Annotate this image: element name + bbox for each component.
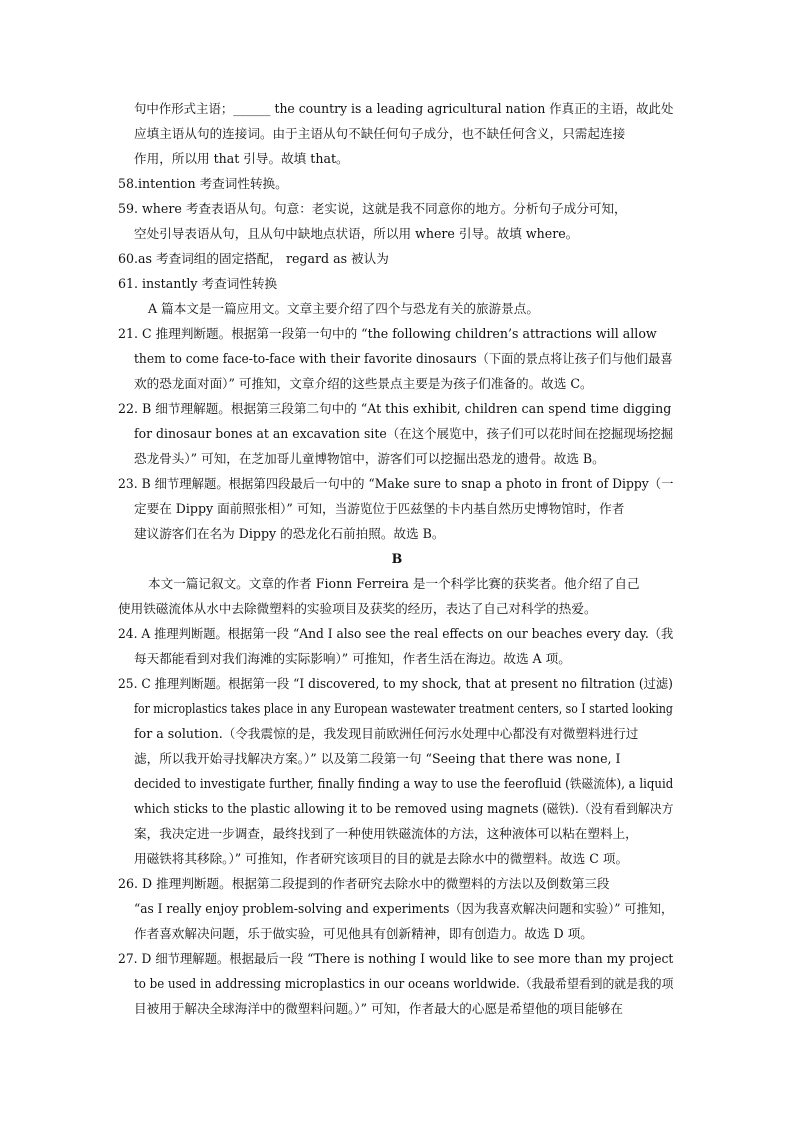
text-line: 23. B 细节理解题。根据第四段最后一句中的 “Make sure to snap a photo in front of Dippy（一 [118, 476, 674, 491]
text-line: 案，我决定进一步调查，最终找到了一种使用铁磁流体的方法，这种液体可以粘在塑料上， [134, 826, 638, 841]
text-line: 作用，所以用 that 引导。故填 that。 [134, 151, 349, 166]
text-line: 作者喜欢解决问题，乐于做实验，可见他具有创新精神，即有创造力。故选 D 项。 [134, 926, 593, 941]
text-line: 恐龙骨头）” 可知，在芝加哥儿童博物馆中，游客们可以挖掘出恐龙的遗骨。故选 B。 [134, 451, 605, 466]
text-line: for dinosaur bones at an excavation site（在这个展览中，孩子们可以花时间在挖掘现场挖掘 [134, 426, 674, 441]
text-line: 欢的恐龙面对面）” 可推知，文章介绍的这些景点主要是为孩子们准备的。故选 C。 [134, 376, 593, 391]
text-line: for a solution.（令我震惊的是，我发现目前欧洲任何污水处理中心都没有对微塑料进行过 [134, 726, 639, 741]
section-intro: 本文一篇记叙文。文章的作者 Fionn Ferreira 是一个科学比赛的获奖者。他介绍了自己 [148, 576, 640, 591]
text-line: 27. D 细节理解题。根据最后一段 “There is nothing I would like to see more than my project [118, 951, 674, 966]
text-line: which sticks to the plastic allowing it to be removed using magnets (磁铁).（没有看到解决方 [134, 801, 674, 816]
text-line: 应填主语从句的连接词。由于主语从句不缺任何句子成分，也不缺任何含义，只需起连接 [134, 126, 626, 141]
text-line: 用磁铁将其移除。）” 可推知，作者研究该项目的目的就是去除水中的微塑料。故选 C 项。 [134, 851, 629, 866]
text-line: 60.as 考查词组的固定搭配， regard as 被认为 [118, 251, 389, 266]
text-line: 建议游客们在名为 Dippy 的恐龙化石前拍照。故选 B。 [134, 526, 445, 541]
text-line: 22. B 细节理解题。根据第三段第二句中的 “At this exhibit, children can spend time digging [118, 401, 672, 416]
text-line: 使用铁磁流体从水中去除微塑料的实验项目及获奖的经历，表达了自己对科学的热爱。 [118, 601, 597, 616]
section-intro: A 篇本文是一篇应用文。文章主要介绍了四个与恐龙有关的旅游景点。 [148, 301, 539, 316]
text-line: “as I really enjoy problem-solving and experiments（因为我喜欢解决问题和实验）” 可推知， [134, 901, 674, 916]
text-line: 每天都能看到对我们海滩的实际影响）” 可推知，作者生活在海边。故选 A 项。 [134, 651, 571, 666]
section-heading: B [391, 551, 403, 566]
text-line: for microplastics takes place in any European wastewater treatment centers, so I started looking [134, 701, 673, 716]
text-line: 21. C 推理判断题。根据第一段第一句中的 “the following children’s attractions will allow [118, 326, 657, 341]
text-line: decided to investigate further, finally finding a way to use the feerofluid (铁磁流体), a liquid [134, 776, 674, 791]
text-line: 24. A 推理判断题。根据第一段 “And I also see the real effects on our beaches every day.（我 [118, 626, 674, 641]
text-line: 句中作形式主语；______ the country is a leading agricultural nation 作真正的主语，故此处 [134, 101, 674, 116]
text-line: 58.intention 考查词性转换。 [118, 176, 288, 191]
text-line: 滤，所以我开始寻找解决方案。）” 以及第二段第一句 “Seeing that there was none, I [134, 751, 621, 766]
text-line: 25. C 推理判断题。根据第一段 “I discovered, to my shock, that at present no filtration (过滤) [118, 676, 673, 691]
text-line: them to come face-to-face with their favorite dinosaurs（下面的景点将让孩子们与他们最喜 [134, 351, 673, 366]
text-line: 定要在 Dippy 面前照张相）” 可知，当游览位于匹兹堡的卡内基自然历史博物馆时，作者 [134, 501, 625, 516]
text-line: 空处引导表语从句，且从句中缺地点状语，所以用 where 引导。故填 where。 [134, 226, 579, 241]
text-line: 26. D 推理判断题。根据第二段提到的作者研究去除水中的微塑料的方法以及倒数第三段 [118, 876, 610, 891]
text-line: 61. instantly 考查词性转换 [118, 276, 278, 291]
text-line: 目被用于解决全球海洋中的微塑料问题。）” 可知，作者最大的心愿是希望他的项目能够在 [134, 1001, 623, 1016]
text-line: 59. where 考查表语从句。句意：老实说，这就是我不同意你的地方。分析句子成分可知， [118, 201, 627, 216]
text-line: to be used in addressing microplastics in our oceans worldwide.（我最希望看到的就是我的项 [134, 976, 674, 991]
